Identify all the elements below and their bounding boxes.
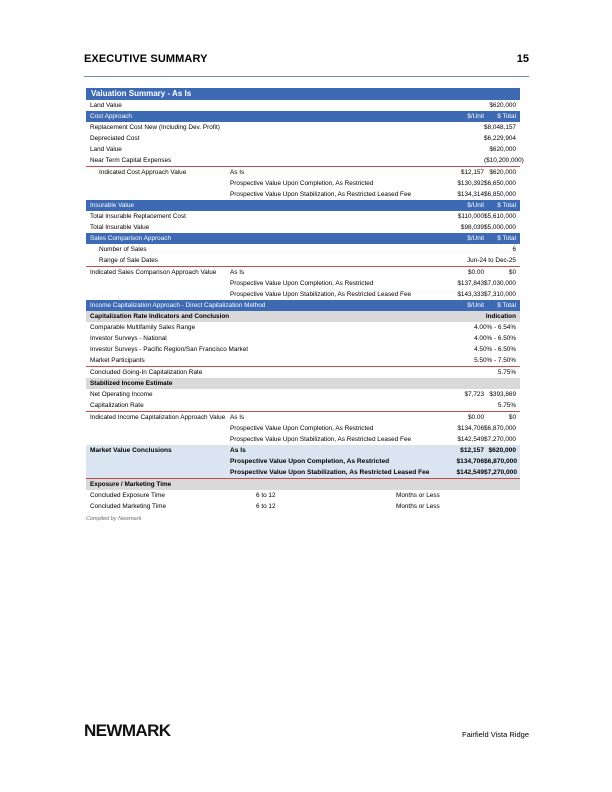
market-value-row [86, 456, 520, 467]
row-label: Investor Surveys - National [90, 335, 167, 342]
row-unit: $142,549 [457, 436, 484, 443]
row-label: Near Term Capital Expenses [90, 157, 172, 164]
row-label: Indicated Income Capitalization Approach Value [90, 414, 226, 421]
table-row [86, 222, 520, 233]
market-value-row [86, 467, 520, 479]
row-label: Indicated Cost Approach Value [99, 169, 187, 176]
row-label: Land Value [90, 102, 122, 109]
table-row [86, 144, 520, 155]
section-header-insurable [86, 200, 520, 211]
subsection-title: Capitalization Rate Indicators and Conclusion [90, 313, 230, 320]
table-row [86, 400, 520, 412]
row-unit: $0.00 [468, 269, 484, 276]
row-label: Replacement Cost New (Including Dev. Profit) [90, 124, 220, 131]
section-title: Income Capitalization Approach - Direct Capitalization Method [90, 302, 266, 309]
row-total: $620,000 [489, 102, 516, 109]
section-header-cost [86, 111, 520, 122]
table-row [86, 133, 520, 144]
row-value: 5.50% - 7.50% [474, 357, 516, 364]
table-row [86, 278, 520, 289]
row-condition: As Is [230, 269, 245, 276]
row-total: $0 [508, 269, 516, 276]
table-row [86, 389, 520, 400]
table-title-row [86, 88, 520, 100]
row-range: 6 to 12 [256, 492, 276, 499]
row-label: Market Participants [90, 357, 145, 364]
row-total: $6,870,000 [484, 458, 518, 465]
table-row [86, 289, 520, 300]
row-unit: $12,157 [460, 169, 484, 176]
row-unit: Months or Less [396, 492, 440, 499]
table-row [86, 167, 520, 178]
row-unit: $110,000 [457, 213, 484, 220]
row-condition: Prospective Value Upon Completion, As Restricted [230, 458, 390, 465]
total-header: $ Total [497, 302, 516, 309]
row-label: Number of Sales [99, 246, 147, 253]
row-label: Concluded Exposure Time [90, 492, 165, 499]
row-value: 4.00% - 6.50% [474, 335, 516, 342]
table-row [86, 333, 520, 344]
row-condition: As Is [230, 447, 246, 454]
row-total: ($10,200,000) [484, 157, 524, 164]
row-condition: Prospective Value Upon Completion, As Restricted [230, 180, 374, 187]
indication-header: Indication [485, 313, 516, 320]
row-condition: Prospective Value Upon Stabilization, As Restricted Leased Fee [230, 469, 430, 476]
table-row [86, 122, 520, 133]
table-row [86, 490, 520, 501]
row-unit: $137,843 [457, 280, 484, 287]
row-condition: Prospective Value Upon Completion, As Restricted [230, 425, 374, 432]
table-row [86, 267, 520, 278]
row-condition: Prospective Value Upon Stabilization, As Restricted Leased Fee [230, 191, 412, 198]
subsection-header-exposure [86, 479, 520, 490]
row-condition: As Is [230, 169, 245, 176]
total-header: $ Total [497, 202, 516, 209]
unit-header: $/Unit [467, 302, 484, 309]
row-range: 6 to 12 [256, 503, 276, 510]
row-value: 5.75% [497, 369, 516, 376]
subsection-header-cap-rate [86, 311, 520, 322]
table-row [86, 189, 520, 200]
row-unit: $134,706 [457, 425, 484, 432]
row-value: 4.50% - 6.50% [474, 346, 516, 353]
row-unit: $143,333 [457, 291, 484, 298]
source-note: Compiled by Newmark [86, 516, 142, 522]
row-total: $6,650,000 [484, 180, 516, 187]
section-title: Cost Approach [90, 113, 132, 120]
row-condition: Prospective Value Upon Completion, As Restricted [230, 280, 374, 287]
row-unit: $0.00 [468, 414, 484, 421]
table-title: Valuation Summary - As Is [91, 89, 192, 98]
table-row [86, 255, 520, 267]
row-total: $620,000 [488, 447, 516, 454]
row-total: $7,270,000 [484, 469, 518, 476]
row-total: $6,870,000 [484, 425, 516, 432]
newmark-logo: NEWMARK [84, 721, 171, 740]
row-condition: Prospective Value Upon Stabilization, As Restricted Leased Fee [230, 436, 412, 443]
header-divider [84, 76, 529, 77]
row-total: $5,000,000 [484, 224, 516, 231]
footer-property-name: Fairfield Vista Ridge [462, 730, 529, 739]
row-label: Land Value [90, 146, 122, 153]
row-label: Range of Sale Dates [99, 257, 158, 264]
row-label: Depreciated Cost [90, 135, 140, 142]
row-total: $6,229,904 [484, 135, 516, 142]
row-label: Comparable Multifamily Sales Range [90, 324, 196, 331]
table-row [86, 344, 520, 355]
table-row [86, 423, 520, 434]
row-total: $5,610,000 [484, 213, 516, 220]
subsection-title: Stabilized Income Estimate [90, 380, 173, 387]
unit-header: $/Unit [467, 113, 484, 120]
unit-header: $/Unit [467, 202, 484, 209]
row-condition: As Is [230, 414, 245, 421]
row-value: 4.00% - 6.54% [474, 324, 516, 331]
row-total: 5.75% [497, 402, 516, 409]
row-unit: $12,157 [460, 447, 484, 454]
row-total: $620,000 [489, 146, 516, 153]
subsection-header-stabilized [86, 378, 520, 389]
table-row [86, 155, 524, 167]
row-unit: Months or Less [396, 503, 440, 510]
row-label: Total Insurable Replacement Cost [90, 213, 186, 220]
section-title: Insurable Value [90, 202, 134, 209]
table-row [86, 412, 520, 423]
table-row [86, 434, 520, 445]
row-unit: $142,549 [456, 469, 484, 476]
row-label: Total Insurable Value [90, 224, 150, 231]
row-total: $6,850,000 [484, 191, 516, 198]
row-label: Investor Surveys - Pacific Region/San Francisco Market [90, 346, 249, 353]
total-header: $ Total [497, 235, 516, 242]
row-label: Market Value Conclusions [90, 447, 172, 454]
row-label: Concluded Going-In Capitalization Rate [90, 369, 203, 376]
row-total: $0 [508, 414, 516, 421]
row-unit: $134,314 [457, 191, 484, 198]
row-unit: $7,723 [464, 391, 484, 398]
row-total: $8,048,157 [484, 124, 516, 131]
row-label: Net Operating Income [90, 391, 153, 398]
table-row [86, 322, 520, 333]
row-label: Concluded Marketing Time [90, 503, 167, 510]
row-total: $620,000 [489, 169, 516, 176]
table-row [86, 355, 520, 367]
row-total: 6 [512, 246, 516, 253]
table-row [86, 100, 520, 111]
table-row [86, 178, 520, 189]
valuation-summary-table [86, 88, 524, 512]
table-row [86, 367, 520, 378]
table-row [86, 501, 520, 512]
row-total: $7,030,000 [484, 280, 516, 287]
row-total: Jun-24 to Dec-25 [466, 257, 516, 264]
row-total: $7,270,000 [484, 436, 516, 443]
row-unit: $130,392 [457, 180, 484, 187]
market-value-row [86, 445, 520, 456]
unit-header: $/Unit [467, 235, 484, 242]
row-condition: Prospective Value Upon Stabilization, As Restricted Leased Fee [230, 291, 412, 298]
row-total: $7,310,000 [484, 291, 516, 298]
section-header-sales [86, 233, 520, 244]
section-header-income [86, 300, 520, 311]
total-header: $ Total [497, 113, 516, 120]
row-total: $393,869 [489, 391, 516, 398]
subsection-title: Exposure / Marketing Time [90, 481, 172, 488]
page-number: 15 [516, 53, 529, 65]
row-unit: $98,039 [460, 224, 484, 231]
table-row [86, 244, 520, 255]
row-label: Capitalization Rate [90, 402, 144, 409]
table-row [86, 211, 520, 222]
row-unit: $134,706 [456, 458, 484, 465]
section-title: Sales Comparison Approach [90, 235, 171, 242]
row-label: Indicated Sales Comparison Approach Value [90, 269, 217, 276]
page-title: EXECUTIVE SUMMARY [84, 53, 208, 65]
